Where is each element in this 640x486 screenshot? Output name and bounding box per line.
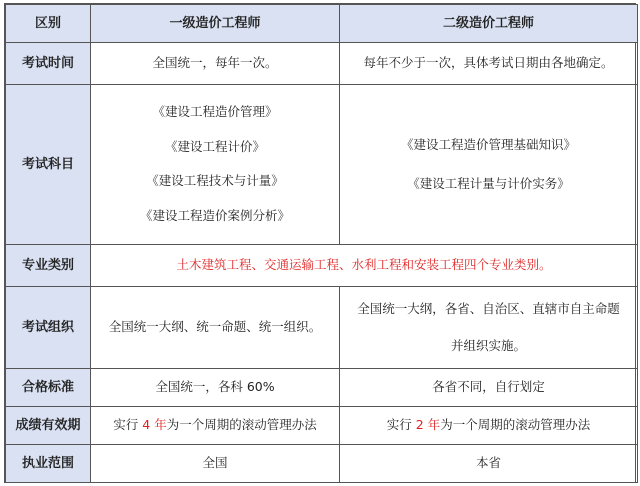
practice-scope-level2: 本省 [340, 445, 638, 483]
subjects-level1 [91, 85, 340, 245]
validity-level1-years: 4 年 [142, 417, 167, 433]
validity-level2 [340, 407, 638, 445]
pass-standard-label: 合格标准 [6, 369, 91, 407]
organization-level2 [340, 287, 638, 369]
organization-level2-line2: 并组织实施。 [450, 337, 526, 353]
exam-time-level1: 全国统一，每年一次。 [91, 43, 340, 85]
subject-item: 《建设工程计量与计价实务》 [407, 175, 570, 191]
row-organization [6, 287, 638, 369]
validity-level1-post: 为一个周期的滚动管理办法 [166, 417, 317, 433]
exam-time-level2: 每年不少于一次，具体考试日期由各地确定。 [340, 43, 638, 85]
subjects-level2 [340, 85, 638, 245]
subject-item: 《建设工程计价》 [164, 138, 265, 154]
comparison-table [5, 4, 638, 483]
row-pass-standard [6, 369, 638, 407]
header-level2: 二级造价工程师 [340, 5, 638, 43]
subject-item: 《建设工程造价管理》 [152, 104, 278, 120]
practice-scope-level1: 全国 [91, 445, 340, 483]
validity-level1 [91, 407, 340, 445]
header-category: 区别 [6, 5, 91, 43]
row-subjects [6, 85, 638, 245]
organization-level1: 全国统一大纲、统一命题、统一组织。 [91, 287, 340, 369]
category-label: 专业类别 [6, 245, 91, 287]
validity-level2-years: 2 年 [415, 417, 441, 433]
subject-item: 《建设工程技术与计量》 [146, 173, 284, 189]
row-validity [6, 407, 638, 445]
practice-scope-label: 执业范围 [6, 445, 91, 483]
organization-level2-line1: 全国统一大纲，各省、自治区、直辖市自主命题 [357, 300, 620, 316]
table-header-row [6, 5, 638, 43]
header-level1: 一级造价工程师 [91, 5, 340, 43]
row-practice-scope [6, 445, 638, 483]
organization-label: 考试组织 [6, 287, 91, 369]
validity-label: 成绩有效期 [6, 407, 91, 445]
category-value: 土木建筑工程、交通运输工程、水利工程和安装工程四个专业类别。 [91, 245, 638, 287]
row-exam-time [6, 43, 638, 85]
validity-level2-post: 为一个周期的滚动管理办法 [440, 417, 591, 433]
row-category [6, 245, 638, 287]
subjects-label: 考试科目 [6, 85, 91, 245]
subject-item: 《建设工程造价案例分析》 [139, 207, 290, 223]
pass-standard-level2: 各省不同，自行划定 [340, 369, 638, 407]
comparison-table-container [4, 3, 636, 483]
subject-item: 《建设工程造价管理基础知识》 [400, 136, 576, 152]
validity-level2-pre: 实行 [386, 417, 416, 433]
exam-time-label: 考试时间 [6, 43, 91, 85]
pass-standard-level1: 全国统一，各科 60% [91, 369, 340, 407]
validity-level1-pre: 实行 [113, 417, 143, 433]
